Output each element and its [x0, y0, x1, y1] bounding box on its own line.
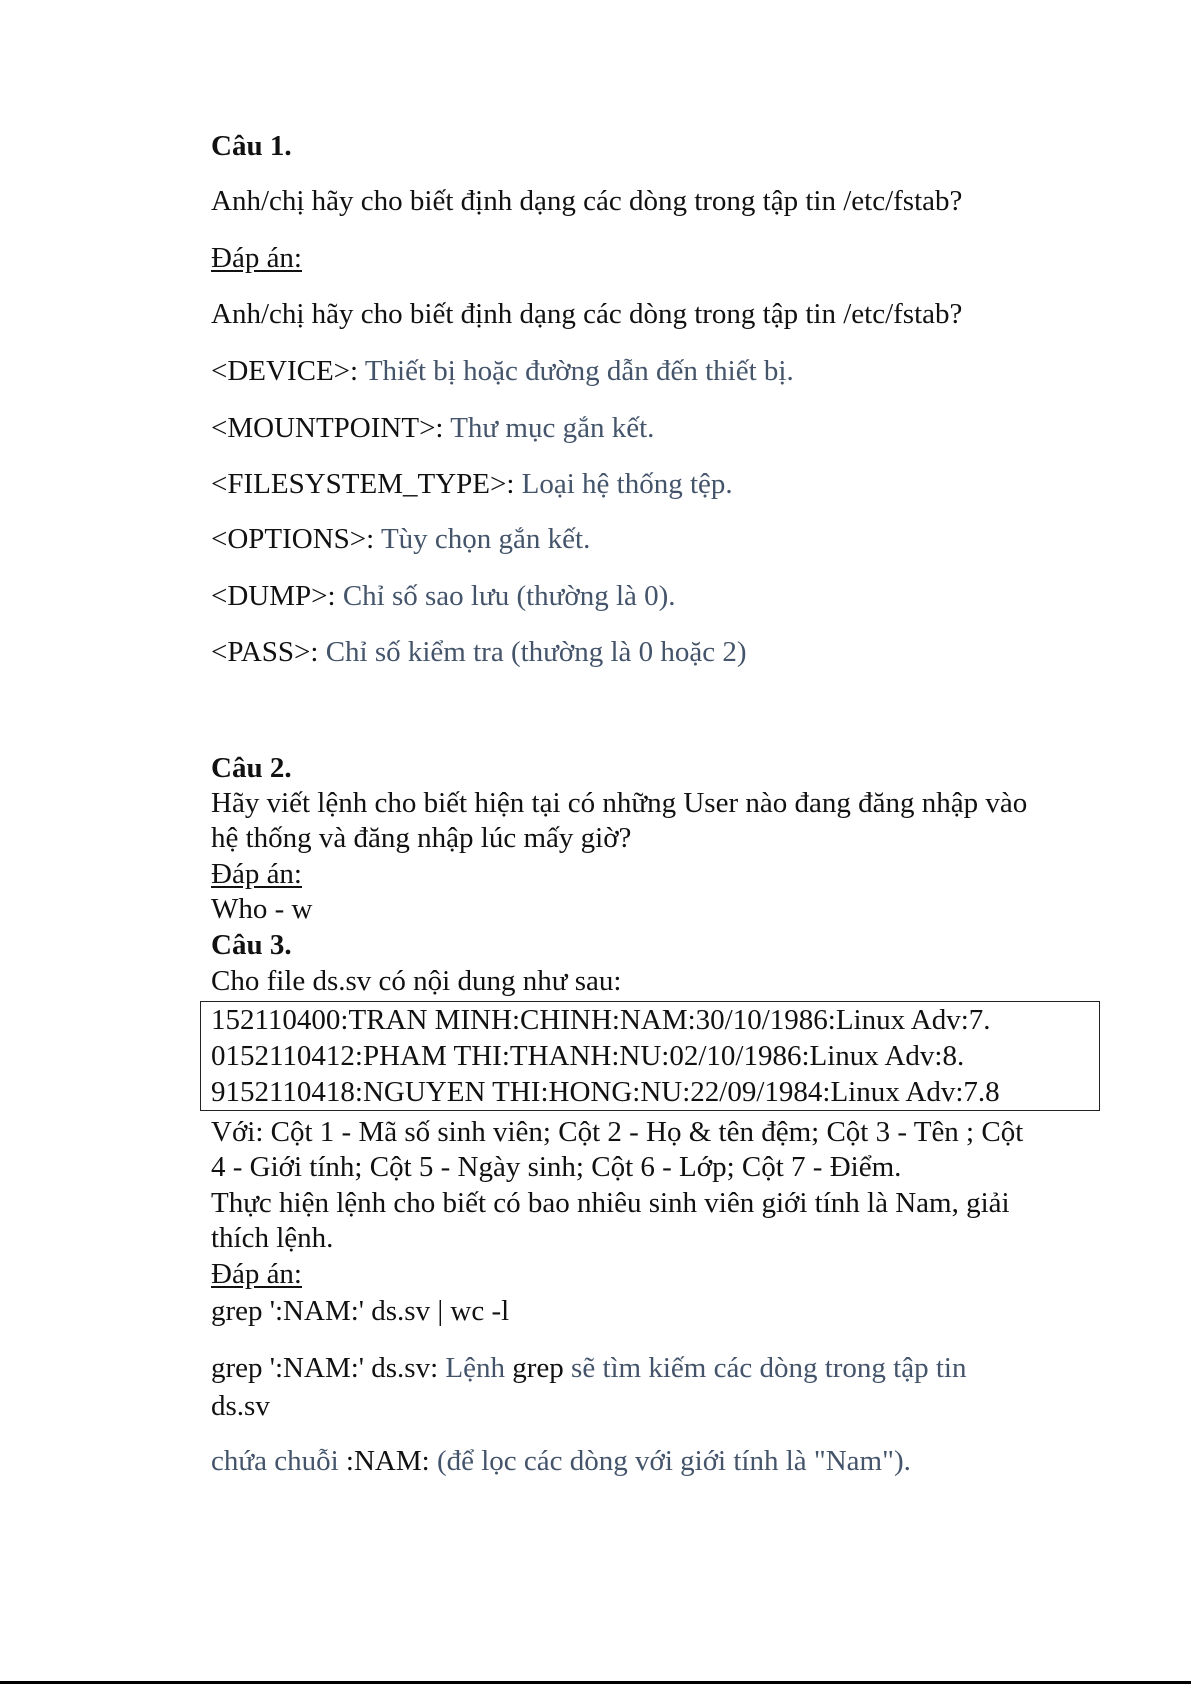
- q3-command: grep ':NAM:' ds.sv | wc -l: [211, 1295, 510, 1327]
- fstab-field-mountpoint: [211, 410, 654, 446]
- fstab-field-device: [211, 353, 794, 389]
- q3-columns-line1: Với: Cột 1 - Mã số sinh viên; Cột 2 - Họ & tên đệm; Cột 3 - Tên ; Cột: [211, 1116, 1024, 1148]
- q2-question-line1: Hãy viết lệnh cho biết hiện tại có những User nào đang đăng nhập vào: [211, 787, 1028, 819]
- q1-title: Câu 1.: [211, 130, 292, 162]
- fstab-field-dump: [211, 578, 676, 614]
- q2-answer: Who - w: [211, 893, 313, 925]
- q3-explain-line3: [211, 1443, 911, 1479]
- q3-task-line1: Thực hiện lệnh cho biết có bao nhiêu sinh viên giới tính là Nam, giải: [211, 1187, 1010, 1219]
- field-key: <MOUNTPOINT>:: [211, 412, 444, 444]
- q3-explain-line1: [211, 1350, 966, 1386]
- q1-answer-label: Đáp án:: [211, 242, 302, 274]
- q1-answer-intro: Anh/chị hãy cho biết định dạng các dòng trong tập tin /etc/fstab?: [211, 298, 963, 330]
- q3-title: Câu 3.: [211, 929, 292, 961]
- field-key: <DEVICE>:: [211, 355, 359, 387]
- q3-explain-line2: ds.sv: [211, 1390, 270, 1422]
- explain-text: Lệnh: [438, 1352, 513, 1384]
- q1-question: Anh/chị hãy cho biết định dạng các dòng trong tập tin /etc/fstab?: [211, 185, 963, 217]
- page-bottom-rule: [0, 1681, 1191, 1684]
- field-desc: Thư mục gắn kết.: [443, 412, 655, 444]
- file-record: 9152110418:NGUYEN THI:HONG:NU:22/09/1984:Linux Adv:7.8: [211, 1076, 1000, 1108]
- fstab-field-options: [211, 521, 590, 557]
- explain-text: sẽ tìm kiếm các dòng trong tập tin: [563, 1352, 967, 1384]
- explain-command: grep ':NAM:' ds.sv:: [211, 1352, 439, 1384]
- field-key: <PASS>:: [211, 636, 319, 668]
- field-desc: Thiết bị hoặc đường dẫn đến thiết bị.: [358, 355, 794, 387]
- field-key: <DUMP>:: [211, 580, 336, 612]
- explain-grep: grep: [512, 1352, 564, 1384]
- q3-columns-line2: 4 - Giới tính; Cột 5 - Ngày sinh; Cột 6 - Lớp; Cột 7 - Điểm.: [211, 1151, 902, 1183]
- field-desc: Chỉ số sao lưu (thường là 0).: [335, 580, 676, 612]
- file-record: 152110400:TRAN MINH:CHINH:NAM:30/10/1986:Linux Adv:7.: [211, 1004, 991, 1036]
- field-desc: Tùy chọn gắn kết.: [374, 523, 591, 555]
- q3-intro: Cho file ds.sv có nội dung như sau:: [211, 965, 622, 997]
- q2-question-line2: hệ thống và đăng nhập lúc mấy giờ?: [211, 822, 632, 854]
- file-record: 0152110412:PHAM THI:THANH:NU:02/10/1986:Linux Adv:8.: [211, 1040, 965, 1072]
- field-desc: Chỉ số kiểm tra (thường là 0 hoặc 2): [318, 636, 747, 668]
- explain-text: (để lọc các dòng với giới tính là "Nam").: [429, 1445, 911, 1477]
- field-desc: Loại hệ thống tệp.: [514, 468, 733, 500]
- q2-answer-label: Đáp án:: [211, 858, 302, 890]
- fstab-field-filesystem-type: [211, 466, 733, 502]
- q3-task-line2: thích lệnh.: [211, 1222, 334, 1254]
- q3-answer-label: Đáp án:: [211, 1258, 302, 1290]
- explain-text: chứa chuỗi: [211, 1445, 346, 1477]
- explain-nam: :NAM:: [345, 1445, 430, 1477]
- field-key: <OPTIONS>:: [211, 523, 375, 555]
- q2-title: Câu 2.: [211, 752, 292, 784]
- fstab-field-pass: [211, 634, 747, 670]
- field-key: <FILESYSTEM_TYPE>:: [211, 468, 515, 500]
